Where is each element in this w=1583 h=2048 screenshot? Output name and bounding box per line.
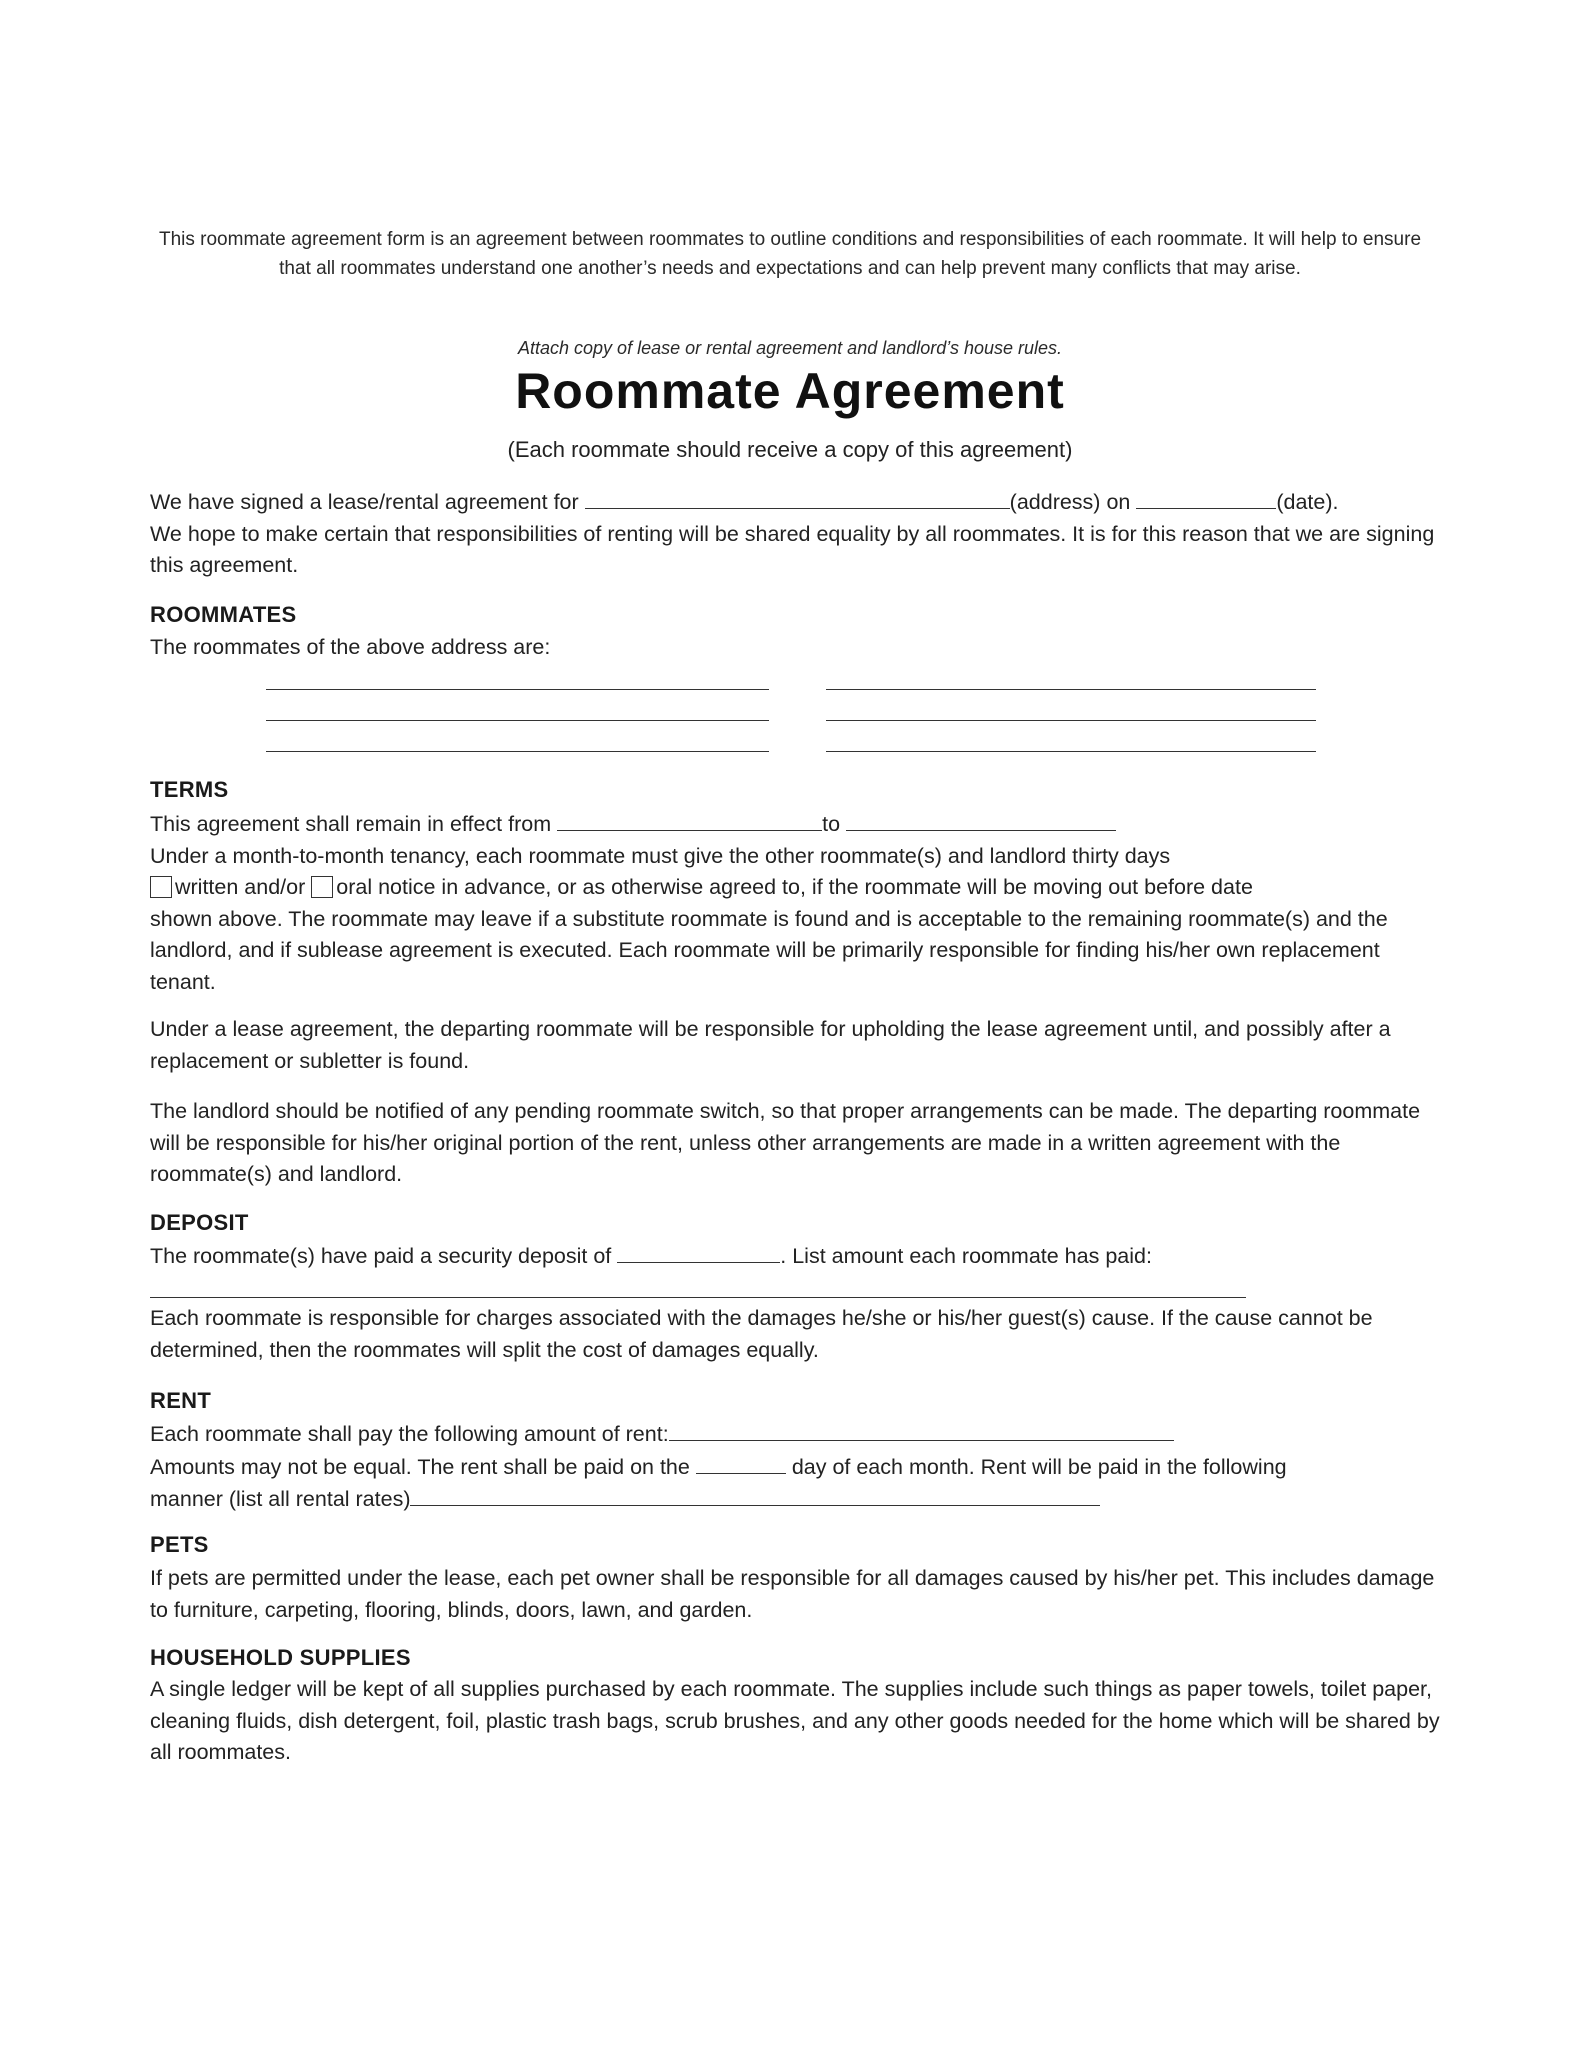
terms-paragraph xyxy=(150,808,1440,998)
roommates-text: The roommates of the above address are: xyxy=(150,635,551,659)
start-date-blank[interactable] xyxy=(557,808,822,831)
lease-intro-text: We have signed a lease/rental agreement for xyxy=(150,490,579,514)
roommate-name-line-5[interactable] xyxy=(266,751,769,752)
terms-paragraph-2: Under a lease agreement, the departing roommate will be responsible for upholding the lease agreement until, and possibly after a replacement or subletter is found. xyxy=(150,1017,1391,1073)
date-label: (date). xyxy=(1276,490,1339,514)
roommate-name-line-3[interactable] xyxy=(266,720,769,721)
terms-line-1: Under a month-to-month tenancy, each roommate must give the other roommate(s) and landlord thirty days xyxy=(150,843,1171,868)
supplies-heading: HOUSEHOLD SUPPLIES xyxy=(150,1645,411,1670)
deposit-amounts-line[interactable] xyxy=(150,1297,1246,1298)
roommate-name-line-6[interactable] xyxy=(826,751,1316,752)
terms-line-3: shown above. The roommate may leave if a substitute roommate is found and is acceptable to the remaining roommate(s) and the landlord, and if sublease agreement is executed. Each roommate will be primarily responsible for finding his/her own replacement tenant. xyxy=(150,906,1388,994)
address-label: (address) on xyxy=(1009,490,1131,514)
roommate-name-line-4[interactable] xyxy=(826,720,1316,721)
roommates-heading: ROOMMATES xyxy=(150,602,297,627)
address-blank[interactable] xyxy=(585,486,1010,509)
deposit-list-text: . List amount each roommate has paid: xyxy=(780,1244,1152,1268)
rent-rates-text: manner (list all rental rates) xyxy=(150,1487,411,1511)
pets-heading: PETS xyxy=(150,1532,209,1557)
deposit-amount-blank[interactable] xyxy=(617,1240,780,1263)
oral-checkbox[interactable] xyxy=(311,876,333,898)
terms-effect-text: This agreement shall remain in effect from xyxy=(150,812,552,836)
terms-paragraph-3: The landlord should be notified of any pending roommate switch, so that proper arrangements can be made. The departing roommate will be responsible for his/her original portion of the rent, unless other arrangements are made in a written agreement with the roommate(s) and landlord. xyxy=(150,1099,1421,1186)
end-date-blank[interactable] xyxy=(846,808,1116,831)
rent-amount-blank[interactable] xyxy=(669,1418,1174,1441)
supplies-paragraph: A single ledger will be kept of all supplies purchased by each roommate. The supplies include such things as paper towels, toilet paper, cleaning fluids, dish detergent, foil, plastic trash bags, scrub brushes, and any other goods needed for the home which will be shared by all roommates. xyxy=(150,1677,1440,1764)
rent-manner-text: day of each month. Rent will be paid in the following xyxy=(791,1454,1287,1479)
roommate-name-line-2[interactable] xyxy=(826,689,1316,690)
rent-heading: RENT xyxy=(150,1388,212,1413)
intro-paragraph: This roommate agreement form is an agreement between roommates to outline conditions and responsibilities of each roommate. It will help to ensure that all roommates understand one another’s needs and expectations and can help prevent many conflicts that may arise. xyxy=(158,229,1422,279)
rent-amount-text: Each roommate shall pay the following amount of rent: xyxy=(150,1422,669,1446)
document-subtitle: (Each roommate should receive a copy of this agreement) xyxy=(507,437,1073,462)
rent-rates-blank[interactable] xyxy=(410,1483,1100,1506)
deposit-text: The roommate(s) have paid a security deposit of xyxy=(150,1244,612,1268)
deposit-paragraph: Each roommate is responsible for charges associated with the damages he/she or his/her guest(s) cause. If the cause cannot be determined, then the roommates will split the cost of damages equally. xyxy=(150,1306,1373,1362)
attach-note: Attach copy of lease or rental agreement and landlord’s house rules. xyxy=(518,338,1062,358)
document-title: Roommate Agreement xyxy=(515,363,1065,419)
terms-to-label: to xyxy=(822,812,841,836)
deposit-line xyxy=(150,1240,1440,1273)
rent-day-text: Amounts may not be equal. The rent shall be paid on the xyxy=(150,1454,690,1479)
pets-paragraph: If pets are permitted under the lease, each pet owner shall be responsible for all damages caused by his/her pet. This includes damage to furniture, carpeting, flooring, blinds, doors, lawn, and garden. xyxy=(150,1566,1435,1622)
rent-day-blank[interactable] xyxy=(696,1451,786,1474)
written-checkbox[interactable] xyxy=(150,876,172,898)
roommate-name-line-1[interactable] xyxy=(266,689,769,690)
date-blank[interactable] xyxy=(1136,486,1276,509)
oral-notice-text: oral notice in advance, or as otherwise agreed to, if the roommate will be moving out before date xyxy=(336,875,1253,899)
terms-heading: TERMS xyxy=(150,777,229,802)
deposit-heading: DEPOSIT xyxy=(150,1210,249,1235)
lease-rest-text: We hope to make certain that responsibilities of renting will be shared equality by all roommates. It is for this reason that we are signing this agreement. xyxy=(150,521,1435,577)
lease-paragraph xyxy=(150,486,1440,582)
rent-paragraph xyxy=(150,1418,1440,1516)
written-label: written and/or xyxy=(175,875,306,899)
